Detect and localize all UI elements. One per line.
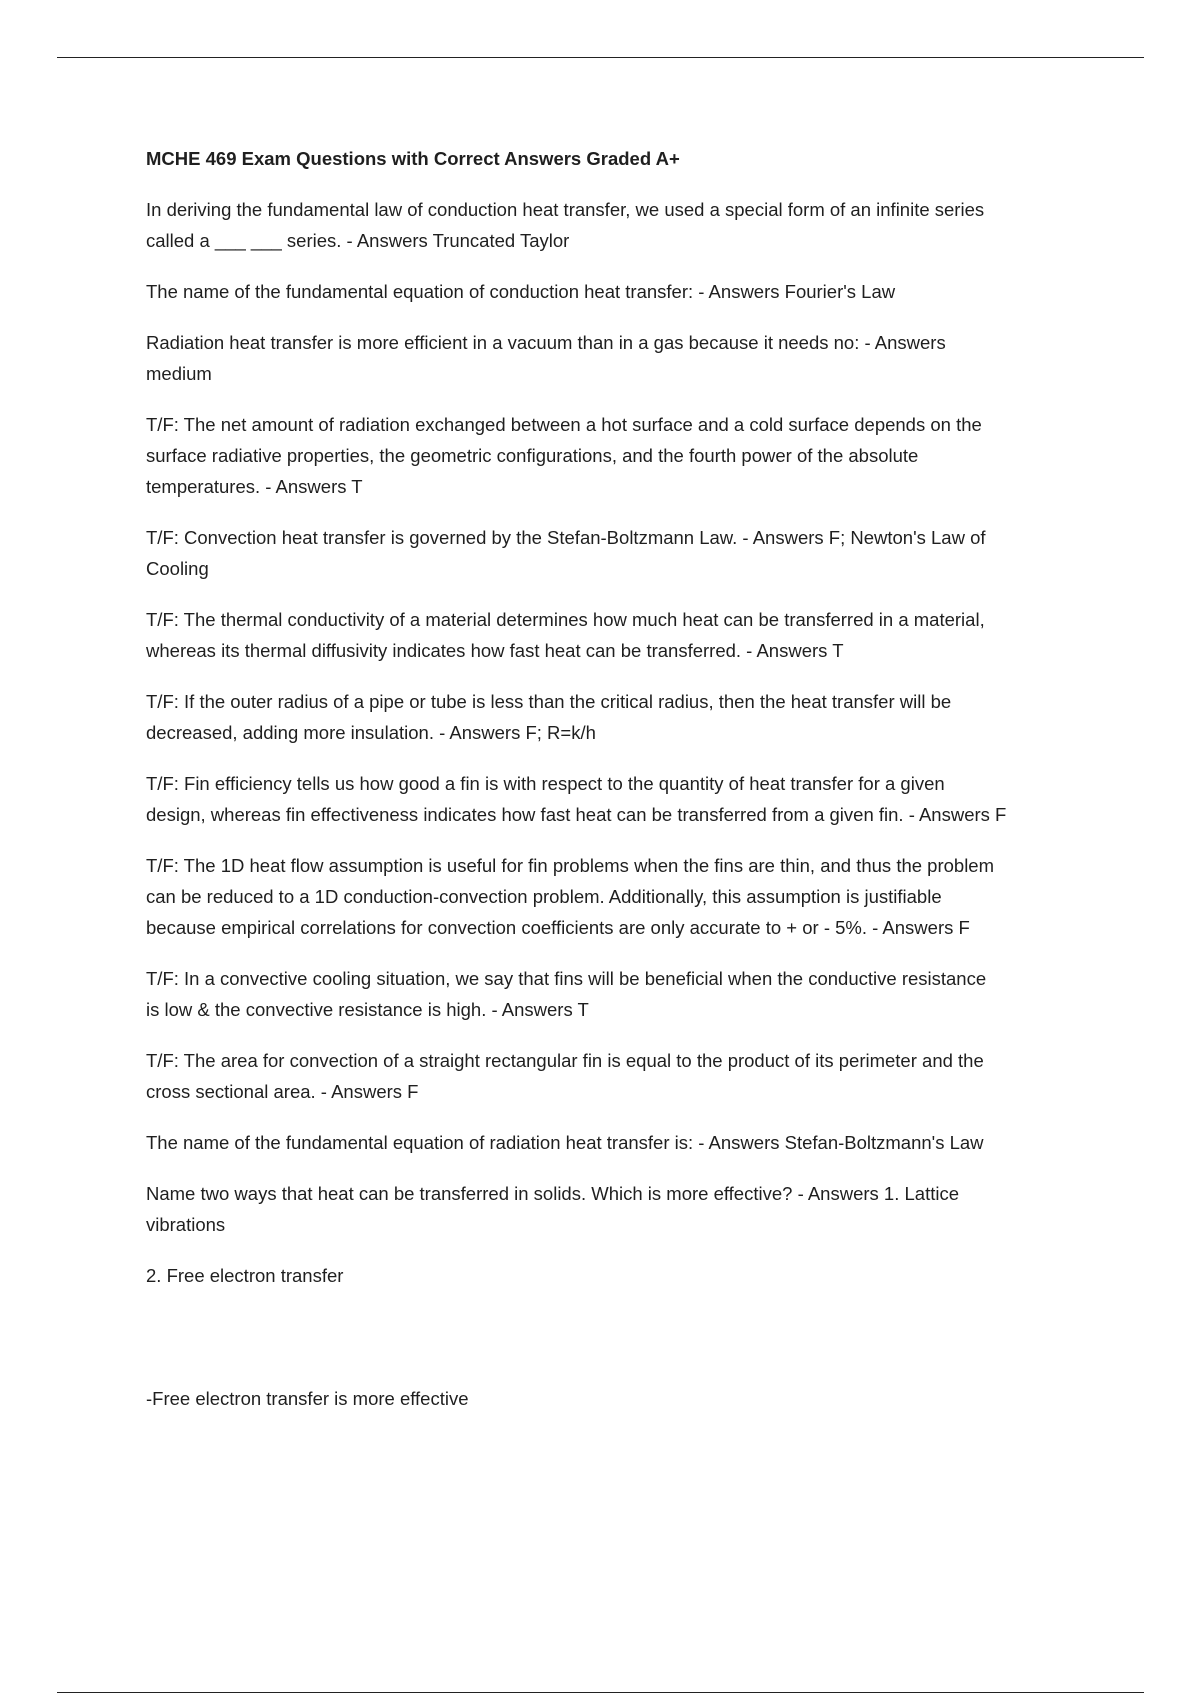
qa-line: Cooling: [146, 558, 209, 579]
qa-item: [146, 409, 1096, 502]
qa-line: The name of the fundamental equation of conduction heat transfer: - Answers Fourier's Law: [146, 281, 896, 302]
qa-item: [146, 522, 1096, 584]
qa-line: called a ___ ___ series. - Answers Truncated Taylor: [146, 230, 570, 251]
qa-item: [146, 1045, 1096, 1107]
qa-line: T/F: In a convective cooling situation, we say that fins will be beneficial when the conductive resistance: [146, 968, 987, 989]
top-rule: [57, 57, 1144, 58]
qa-line: Radiation heat transfer is more efficient in a vacuum than in a gas because it needs no: - Answers: [146, 332, 946, 353]
qa-item: [146, 850, 1096, 943]
qa-line: because empirical correlations for convection coefficients are only accurate to + or - 5%. - Answers F: [146, 917, 970, 938]
qa-line: T/F: If the outer radius of a pipe or tube is less than the critical radius, then the heat transfer will be: [146, 691, 952, 712]
qa-line: cross sectional area. - Answers F: [146, 1081, 419, 1102]
qa-item: [146, 686, 1096, 748]
closing-line: -Free electron transfer is more effective: [146, 1388, 469, 1409]
qa-line: T/F: Fin efficiency tells us how good a fin is with respect to the quantity of heat transfer for a given: [146, 773, 945, 794]
qa-line: T/F: The 1D heat flow assumption is useful for fin problems when the fins are thin, and thus the problem: [146, 855, 995, 876]
qa-line: surface radiative properties, the geometric configurations, and the fourth power of the absolute: [146, 445, 919, 466]
qa-line: medium: [146, 363, 212, 384]
qa-item: [146, 604, 1096, 666]
qa-line: T/F: The net amount of radiation exchanged between a hot surface and a cold surface depends on the: [146, 414, 982, 435]
qa-item: [146, 276, 1096, 307]
qa-line: T/F: The thermal conductivity of a material determines how much heat can be transferred in a material,: [146, 609, 985, 630]
qa-item: [146, 768, 1096, 830]
document-title: MCHE 469 Exam Questions with Correct Answers Graded A+: [146, 148, 680, 169]
qa-item: [146, 963, 1096, 1025]
qa-item: [146, 1178, 1096, 1240]
qa-line: can be reduced to a 1D conduction-convection problem. Additionally, this assumption is justifiable: [146, 886, 942, 907]
qa-line: design, whereas fin effectiveness indicates how fast heat can be transferred from a given fin. - Answers F: [146, 804, 1007, 825]
blank-space: [146, 1311, 1096, 1383]
bottom-rule: [57, 1692, 1144, 1693]
qa-line: decreased, adding more insulation. - Answers F; R=k/h: [146, 722, 596, 743]
qa-line: 2. Free electron transfer: [146, 1265, 344, 1286]
qa-line: In deriving the fundamental law of conduction heat transfer, we used a special form of an infinite series: [146, 199, 985, 220]
qa-item: [146, 1260, 1096, 1291]
document-body: [146, 146, 1096, 1434]
qa-line: T/F: The area for convection of a straight rectangular fin is equal to the product of its perimeter and the: [146, 1050, 984, 1071]
qa-line: temperatures. - Answers T: [146, 476, 363, 497]
qa-line: vibrations: [146, 1214, 226, 1235]
qa-line: whereas its thermal diffusivity indicates how fast heat can be transferred. - Answers T: [146, 640, 844, 661]
qa-item: [146, 327, 1096, 389]
qa-line: The name of the fundamental equation of radiation heat transfer is: - Answers Stefan-Boltzmann's Law: [146, 1132, 984, 1153]
qa-item: [146, 194, 1096, 256]
qa-line: is low & the convective resistance is high. - Answers T: [146, 999, 589, 1020]
qa-line: T/F: Convection heat transfer is governed by the Stefan-Boltzmann Law. - Answers F; Newton's Law of: [146, 527, 986, 548]
qa-item: [146, 1127, 1096, 1158]
question-list: [146, 194, 1096, 1291]
qa-line: Name two ways that heat can be transferred in solids. Which is more effective? - Answers 1. Lattice: [146, 1183, 959, 1204]
